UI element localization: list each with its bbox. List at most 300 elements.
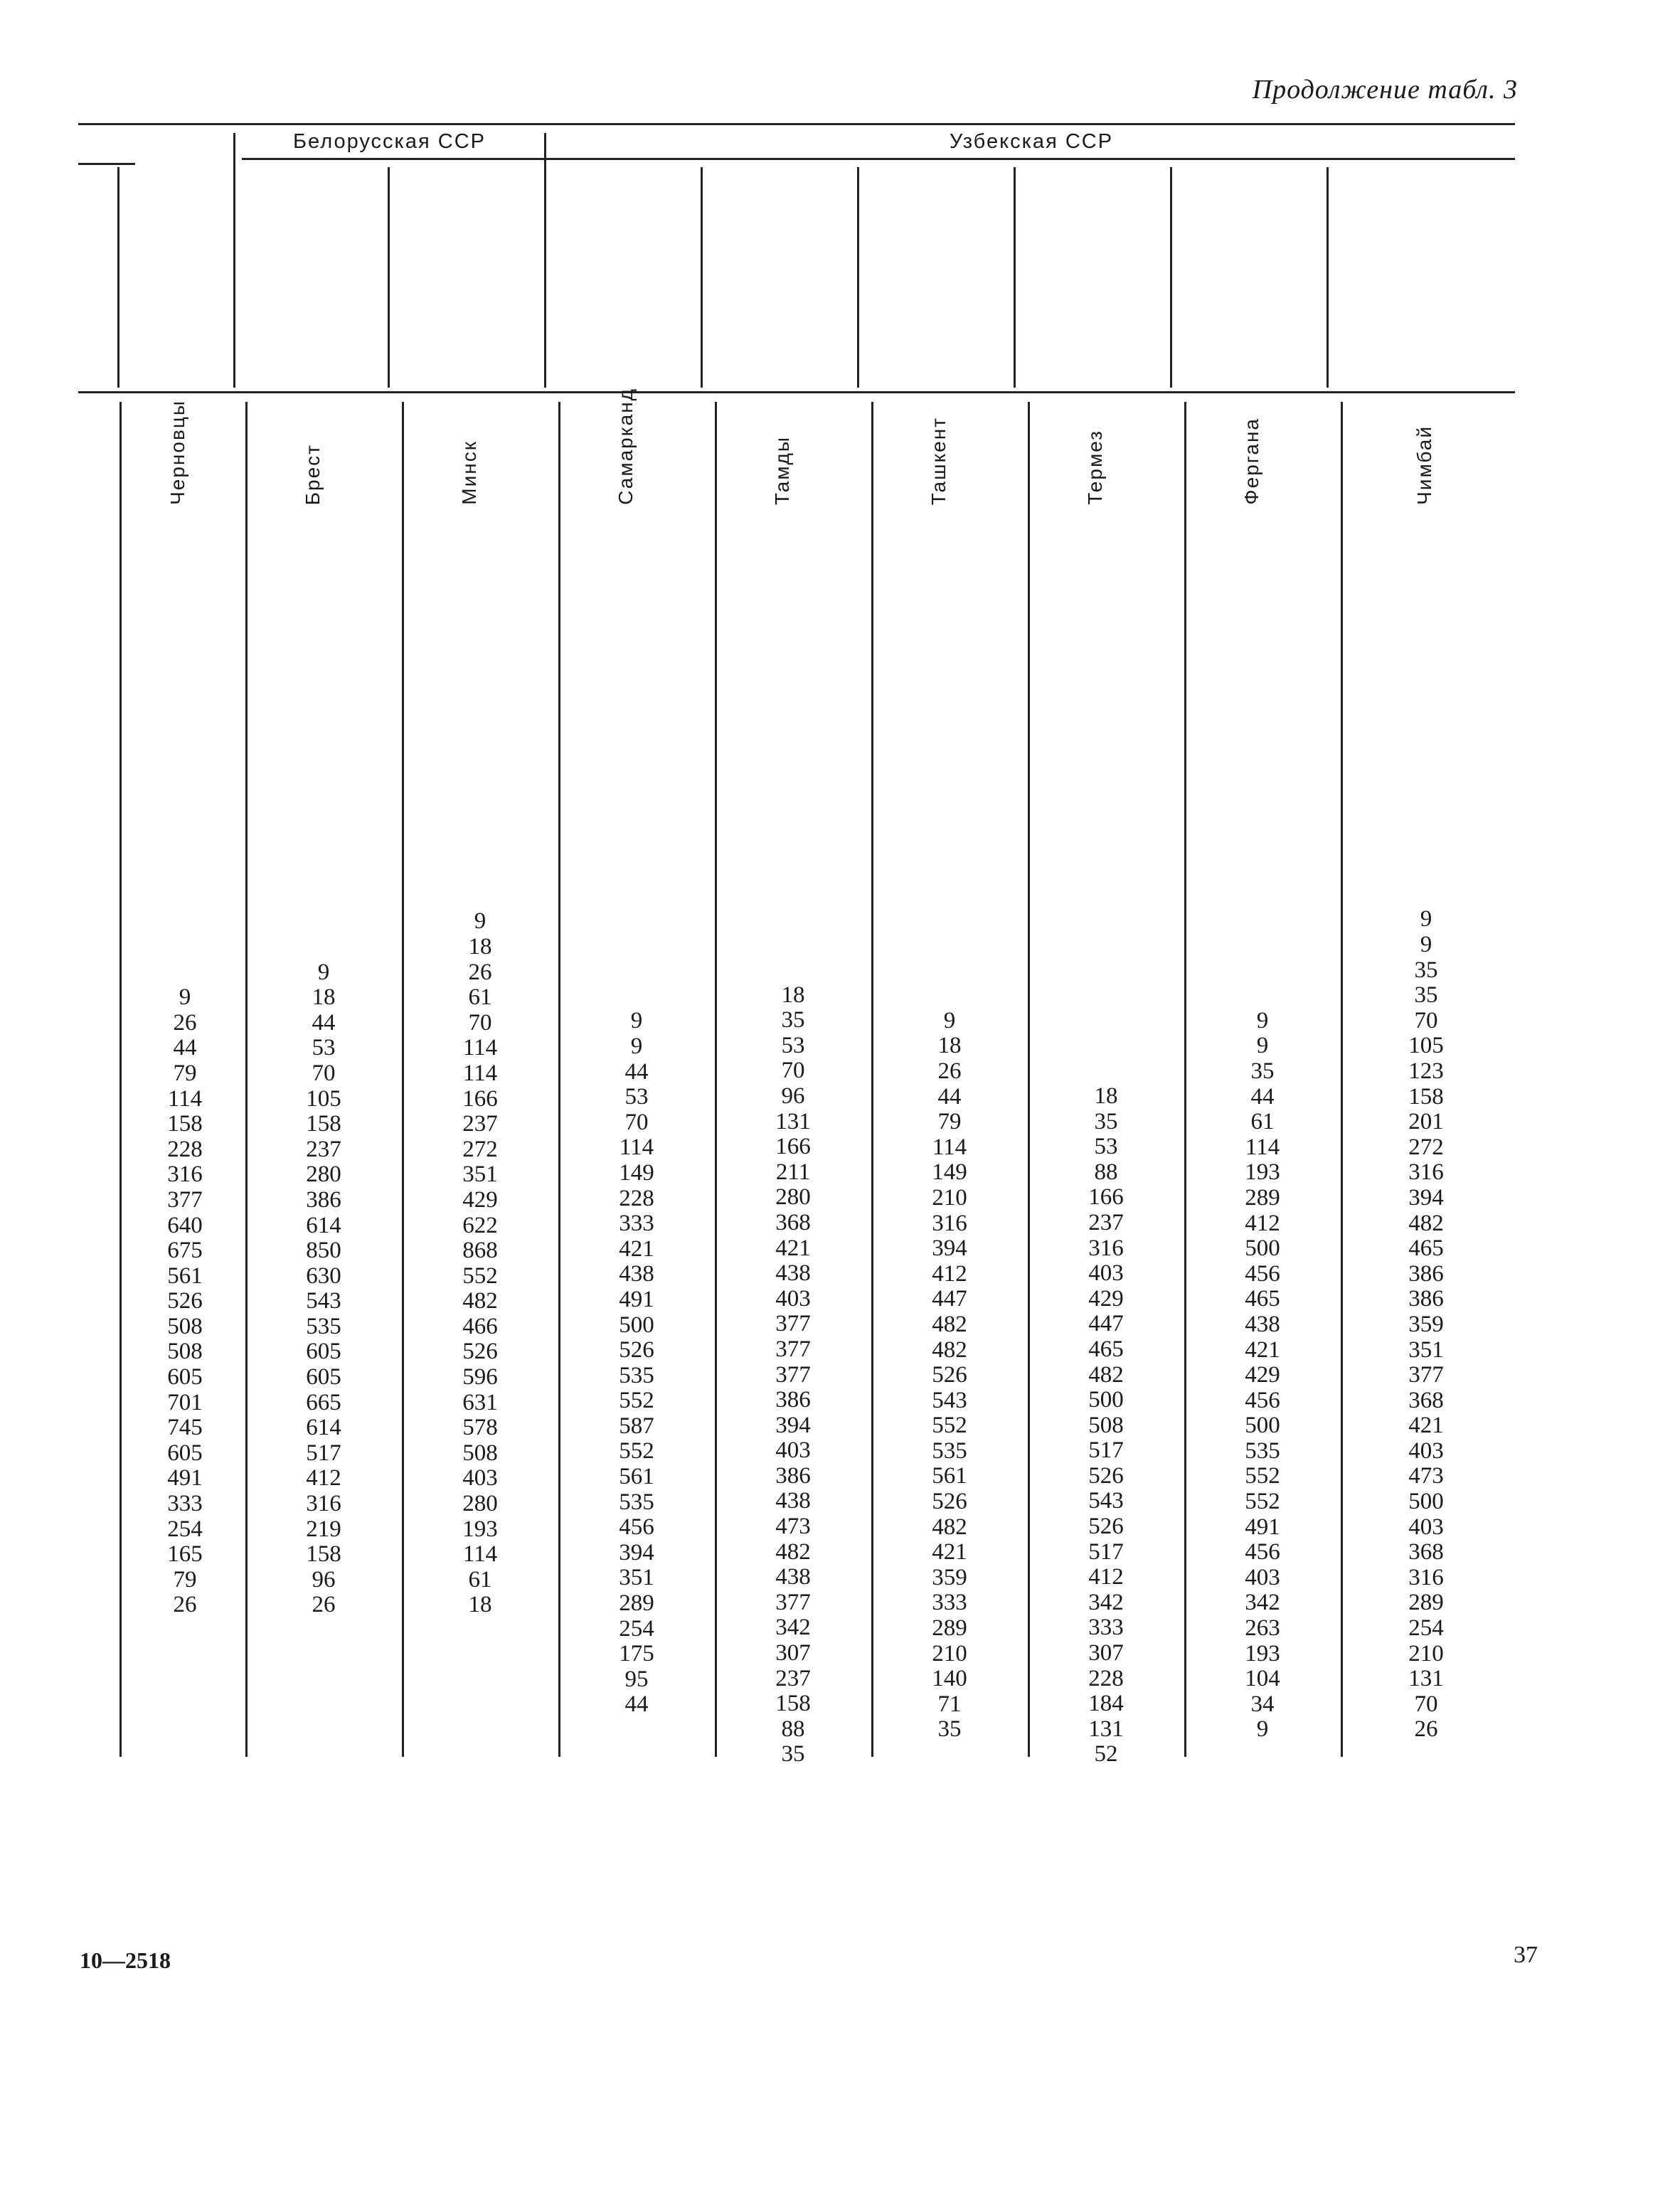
table-cell: 377: [775, 1311, 811, 1337]
table-continuation-caption: Продолжение табл. 3: [1252, 75, 1518, 105]
table-cell: 526: [932, 1489, 967, 1515]
table-cell: 561: [932, 1463, 967, 1489]
table-cell: 61: [1250, 1109, 1275, 1135]
table-cell: 394: [775, 1412, 811, 1438]
table-cell: 552: [1245, 1489, 1280, 1515]
column-header-samarkand: [551, 285, 701, 505]
table-cell: 44: [624, 1691, 649, 1718]
column-header-label: Брест: [302, 443, 324, 505]
table-cell: 526: [167, 1288, 203, 1314]
table-cell: 237: [462, 1111, 498, 1137]
radiation-table: [78, 117, 1515, 1767]
column-header-tashkent: [864, 285, 1014, 505]
table-cell: 517: [1088, 1538, 1124, 1565]
table-cell: 35: [1414, 957, 1438, 983]
table-cell: 175: [619, 1641, 654, 1667]
table-cell: 26: [937, 1058, 962, 1084]
table-cell: 272: [1408, 1134, 1444, 1160]
table-cell: 447: [932, 1286, 967, 1312]
table-cell: 421: [775, 1235, 811, 1261]
table-cell: 263: [1245, 1615, 1280, 1642]
table-cell: 403: [1088, 1260, 1124, 1287]
table-cell: 543: [1088, 1488, 1124, 1514]
table-cell: 333: [619, 1211, 654, 1237]
table-cell: 70: [312, 1060, 336, 1086]
table-cell: 342: [1245, 1590, 1280, 1616]
table-cell: 543: [932, 1387, 967, 1413]
body-divider: [871, 402, 873, 1757]
table-cell: 605: [167, 1440, 203, 1466]
table-cell: 429: [1245, 1362, 1280, 1388]
table-cell: 605: [306, 1364, 341, 1391]
table-cell: 665: [306, 1389, 341, 1415]
document-code: 10—2518: [80, 1947, 171, 1973]
table-cell: 394: [1408, 1184, 1444, 1211]
table-cell: 596: [462, 1364, 498, 1391]
table-cell: 850: [306, 1238, 341, 1264]
table-cell: 35: [781, 1007, 805, 1033]
table-cell: 377: [1408, 1362, 1444, 1388]
table-cell: 412: [306, 1465, 341, 1492]
table-cell: 745: [167, 1415, 203, 1441]
table-cell: 630: [306, 1262, 341, 1289]
table-cell: 394: [932, 1235, 967, 1262]
column-header-minsk: [395, 285, 544, 505]
table-cell: 394: [619, 1539, 654, 1565]
table-cell: 482: [1408, 1210, 1444, 1236]
table-cell: 280: [775, 1184, 811, 1211]
table-cell: 219: [306, 1516, 341, 1542]
table-cell: 105: [1408, 1033, 1444, 1059]
table-cell: 351: [1408, 1336, 1444, 1363]
table-cell: 386: [1408, 1286, 1444, 1312]
table-cell: 614: [306, 1212, 341, 1238]
table-cell: 254: [619, 1615, 654, 1642]
column-header-label: Термез: [1084, 430, 1106, 505]
table-cell: 482: [775, 1538, 811, 1565]
header-divider: [233, 133, 235, 388]
table-cell: 165: [167, 1541, 203, 1568]
table-cell: 289: [932, 1615, 967, 1642]
table-cell: 35: [937, 1716, 962, 1743]
table-cell: 675: [167, 1238, 203, 1264]
table-cell: 526: [462, 1339, 498, 1365]
table-cell: 211: [775, 1159, 811, 1185]
column-header-label: Тамды: [771, 435, 793, 505]
table-cell: 333: [167, 1491, 203, 1517]
table-cell: 26: [173, 1592, 197, 1618]
table-cell: 149: [932, 1159, 967, 1186]
table-cell: 158: [1408, 1083, 1444, 1110]
table-cell: 386: [775, 1387, 811, 1413]
table-cell: 9: [317, 959, 330, 985]
table-cell: 228: [1088, 1665, 1124, 1691]
table-cell: 9: [179, 984, 191, 1011]
table-cell: 44: [173, 1035, 197, 1061]
table-cell: 18: [312, 984, 336, 1011]
table-cell: 368: [1408, 1539, 1444, 1565]
table-cell: 18: [1094, 1083, 1118, 1109]
column-data: [281, 960, 366, 1618]
table-cell: 465: [1088, 1336, 1124, 1362]
table-cell: 105: [306, 1085, 341, 1112]
table-cell: 552: [932, 1413, 967, 1439]
table-cell: 359: [1408, 1311, 1444, 1337]
table-cell: 88: [781, 1716, 805, 1742]
column-header-brest: [238, 285, 388, 505]
table-cell: 53: [312, 1035, 336, 1061]
table-cell: 482: [1088, 1361, 1124, 1388]
table-cell: 280: [306, 1161, 341, 1188]
table-cell: 491: [1245, 1514, 1280, 1540]
table-cell: 71: [937, 1691, 962, 1717]
body-divider: [1028, 402, 1030, 1757]
body-divider: [402, 402, 404, 1757]
body-divider: [119, 402, 122, 1757]
table-cell: 104: [1245, 1666, 1280, 1692]
table-cell: 44: [1250, 1083, 1275, 1110]
table-cell: 368: [1408, 1387, 1444, 1413]
table-cell: 114: [167, 1085, 203, 1112]
table-cell: 456: [619, 1514, 654, 1541]
table-cell: 438: [775, 1488, 811, 1514]
table-cell: 535: [1245, 1437, 1280, 1464]
table-cell: 412: [932, 1260, 967, 1287]
group-label-belarus: Белорусская ССР: [293, 130, 486, 153]
table-cell: 359: [932, 1564, 967, 1590]
table-cell: 254: [1408, 1615, 1444, 1642]
table-cell: 201: [1408, 1109, 1444, 1135]
table-cell: 482: [932, 1311, 967, 1337]
table-cell: 18: [468, 933, 492, 959]
table-cell: 508: [167, 1313, 203, 1339]
table-cell: 53: [781, 1032, 805, 1058]
table-cell: 61: [468, 984, 492, 1011]
header-divider: [1170, 167, 1172, 388]
table-cell: 237: [775, 1665, 811, 1691]
column-header-label: Самарканд: [615, 388, 637, 505]
table-cell: 9: [943, 1007, 956, 1033]
table-cell: 316: [1408, 1159, 1444, 1186]
table-cell: 26: [1414, 1716, 1438, 1743]
table-cell: 482: [932, 1514, 967, 1540]
table-cell: 307: [775, 1640, 811, 1666]
table-cell: 465: [1408, 1235, 1444, 1262]
column-data: [750, 983, 836, 1767]
table-cell: 316: [306, 1491, 341, 1517]
table-cell: 193: [1245, 1640, 1280, 1666]
column-header-label: Чимбай: [1413, 425, 1435, 505]
table-cell: 289: [1408, 1590, 1444, 1616]
table-cell: 500: [1245, 1235, 1280, 1262]
column-header-termez: [1021, 285, 1170, 505]
column-header-chernovtsy: [128, 285, 228, 505]
header-divider: [1327, 167, 1329, 388]
table-cell: 456: [1245, 1260, 1280, 1287]
table-cell: 9: [1256, 1716, 1269, 1743]
group-header-rule-left: [78, 163, 135, 165]
table-cell: 114: [462, 1060, 498, 1086]
column-data: [907, 1009, 992, 1743]
table-cell: 438: [775, 1260, 811, 1287]
table-cell: 561: [619, 1464, 654, 1490]
table-cell: 158: [306, 1111, 341, 1137]
table-cell: 61: [468, 1566, 492, 1593]
header-divider: [117, 167, 119, 388]
table-cell: 552: [619, 1388, 654, 1414]
table-cell: 254: [167, 1516, 203, 1542]
table-cell: 26: [312, 1592, 336, 1618]
table-cell: 500: [619, 1312, 654, 1338]
table-cell: 491: [619, 1286, 654, 1312]
table-cell: 210: [1408, 1640, 1444, 1666]
table-cell: 53: [624, 1084, 649, 1110]
table-cell: 412: [1245, 1210, 1280, 1236]
table-cell: 26: [173, 1009, 197, 1036]
table-cell: 96: [781, 1083, 805, 1109]
table-cell: 114: [619, 1134, 654, 1161]
table-cell: 403: [462, 1465, 498, 1492]
table-cell: 166: [775, 1134, 811, 1160]
table-cell: 79: [173, 1566, 197, 1593]
table-cell: 131: [1088, 1716, 1124, 1742]
table-cell: 342: [1088, 1589, 1124, 1615]
table-cell: 403: [1408, 1514, 1444, 1540]
table-cell: 631: [462, 1389, 498, 1415]
table-cell: 193: [1245, 1159, 1280, 1186]
table-cell: 9: [630, 1033, 643, 1059]
table-cell: 114: [462, 1035, 498, 1061]
table-cell: 543: [306, 1288, 341, 1314]
table-cell: 26: [468, 959, 492, 985]
table-cell: 9: [474, 908, 487, 935]
table-cell: 18: [468, 1592, 492, 1618]
table-cell: 614: [306, 1415, 341, 1441]
table-cell: 508: [462, 1440, 498, 1466]
table-cell: 552: [619, 1438, 654, 1464]
table-cell: 289: [619, 1590, 654, 1617]
group-header-rule: [242, 158, 1515, 160]
table-cell: 473: [1408, 1463, 1444, 1489]
table-cell: 9: [1420, 906, 1432, 932]
group-label-uzbek: Узбекская ССР: [949, 130, 1114, 153]
column-header-chimbay: [1334, 285, 1515, 505]
table-cell: 377: [775, 1336, 811, 1362]
table-cell: 508: [1088, 1412, 1124, 1438]
table-cell: 307: [1088, 1640, 1124, 1666]
table-cell: 237: [306, 1136, 341, 1162]
column-data: [594, 1009, 679, 1718]
table-cell: 351: [462, 1161, 498, 1188]
table-cell: 466: [462, 1313, 498, 1339]
column-header-label: Ташкент: [927, 416, 950, 505]
table-cell: 114: [1245, 1134, 1280, 1160]
table-cell: 9: [1256, 1033, 1269, 1059]
table-cell: 158: [775, 1691, 811, 1717]
table-cell: 44: [624, 1058, 649, 1085]
table-cell: 517: [306, 1440, 341, 1466]
table-cell: 166: [1088, 1184, 1124, 1211]
table-cell: 9: [1420, 932, 1432, 957]
table-cell: 210: [932, 1184, 967, 1211]
table-cell: 158: [167, 1111, 203, 1137]
column-data: [1380, 907, 1472, 1743]
table-cell: 552: [462, 1262, 498, 1289]
table-cell: 228: [167, 1136, 203, 1162]
table-cell: 44: [937, 1083, 962, 1110]
table-cell: 429: [1088, 1285, 1124, 1312]
table-cell: 482: [462, 1288, 498, 1314]
column-header-tamdy: [708, 285, 857, 505]
column-header-label: Минск: [458, 440, 480, 505]
table-cell: 210: [932, 1640, 967, 1666]
table-cell: 500: [1088, 1387, 1124, 1413]
table-cell: 166: [462, 1085, 498, 1112]
header-divider: [1014, 167, 1016, 388]
table-cell: 280: [462, 1491, 498, 1517]
table-cell: 526: [932, 1362, 967, 1388]
column-header-label: Фергана: [1240, 418, 1262, 505]
table-cell: 535: [932, 1437, 967, 1464]
table-cell: 88: [1094, 1159, 1118, 1185]
header-divider: [701, 167, 703, 388]
table-cell: 587: [619, 1413, 654, 1439]
table-cell: 114: [462, 1541, 498, 1568]
table-cell: 421: [932, 1539, 967, 1565]
table-cell: 421: [1245, 1336, 1280, 1363]
table-cell: 9: [1256, 1007, 1269, 1033]
table-cell: 500: [1245, 1413, 1280, 1439]
table-cell: 18: [781, 982, 805, 1008]
table-cell: 526: [619, 1337, 654, 1363]
table-cell: 79: [937, 1109, 962, 1135]
table-cell: 316: [1088, 1235, 1124, 1261]
table-cell: 482: [932, 1336, 967, 1363]
table-cell: 526: [1088, 1514, 1124, 1540]
table-cell: 508: [167, 1339, 203, 1365]
table-cell: 193: [462, 1516, 498, 1542]
table-cell: 70: [781, 1058, 805, 1084]
table-cell: 272: [462, 1136, 498, 1162]
table-cell: 9: [630, 1008, 643, 1034]
table-cell: 35: [1094, 1108, 1118, 1134]
table-cell: 403: [1408, 1437, 1444, 1464]
column-data: [142, 985, 228, 1618]
table-cell: 237: [1088, 1209, 1124, 1235]
table-cell: 403: [775, 1437, 811, 1464]
table-cell: 456: [1245, 1539, 1280, 1565]
table-cell: 412: [1088, 1564, 1124, 1590]
table-cell: 500: [1408, 1489, 1444, 1515]
table-cell: 386: [306, 1186, 341, 1213]
table-cell: 403: [775, 1285, 811, 1312]
table-cell: 561: [167, 1262, 203, 1289]
table-cell: 316: [167, 1161, 203, 1188]
column-data: [1063, 1084, 1149, 1767]
table-cell: 123: [1408, 1058, 1444, 1084]
table-cell: 70: [468, 1009, 492, 1036]
column-header-label: Черновцы: [166, 400, 188, 505]
header-divider: [388, 167, 390, 388]
table-cell: 377: [775, 1361, 811, 1388]
body-divider: [715, 402, 717, 1757]
table-cell: 421: [1408, 1413, 1444, 1439]
page-number: 37: [1514, 1942, 1538, 1968]
table-cell: 535: [619, 1489, 654, 1515]
table-cell: 535: [306, 1313, 341, 1339]
table-cell: 622: [462, 1212, 498, 1238]
table-cell: 473: [775, 1514, 811, 1540]
body-divider: [558, 402, 560, 1757]
table-cell: 333: [1088, 1615, 1124, 1641]
table-cell: 351: [619, 1565, 654, 1591]
table-cell: 701: [167, 1389, 203, 1415]
header-divider: [857, 167, 859, 388]
table-cell: 316: [932, 1210, 967, 1236]
table-cell: 465: [1245, 1286, 1280, 1312]
table-cell: 578: [462, 1415, 498, 1441]
table-cell: 35: [781, 1741, 805, 1767]
table-cell: 35: [1414, 982, 1438, 1009]
body-divider: [1184, 402, 1186, 1757]
table-cell: 386: [775, 1462, 811, 1489]
table-cell: 429: [462, 1186, 498, 1213]
table-cell: 605: [306, 1339, 341, 1365]
table-cell: 421: [619, 1235, 654, 1262]
table-cell: 368: [775, 1209, 811, 1235]
table-cell: 447: [1088, 1311, 1124, 1337]
table-cell: 140: [932, 1666, 967, 1692]
table-cell: 184: [1088, 1691, 1124, 1717]
header-divider: [544, 133, 546, 388]
table-cell: 18: [937, 1033, 962, 1059]
table-cell: 438: [1245, 1311, 1280, 1337]
table-cell: 52: [1094, 1741, 1118, 1767]
column-data: [1220, 1009, 1305, 1743]
table-cell: 70: [624, 1109, 649, 1135]
table-cell: 491: [167, 1465, 203, 1492]
table-cell: 342: [775, 1615, 811, 1641]
table-cell: 131: [1408, 1666, 1444, 1692]
column-data: [437, 909, 523, 1618]
table-cell: 333: [932, 1590, 967, 1616]
table-cell: 403: [1245, 1564, 1280, 1590]
table-cell: 377: [775, 1589, 811, 1615]
table-cell: 377: [167, 1186, 203, 1213]
table-cell: 44: [312, 1009, 336, 1036]
table-cell: 438: [775, 1564, 811, 1590]
table-cell: 131: [775, 1108, 811, 1134]
table-cell: 640: [167, 1212, 203, 1238]
table-cell: 149: [619, 1159, 654, 1186]
table-cell: 228: [619, 1185, 654, 1211]
table-cell: 158: [306, 1541, 341, 1568]
table-cell: 517: [1088, 1437, 1124, 1464]
table-cell: 526: [1088, 1462, 1124, 1489]
table-cell: 386: [1408, 1260, 1444, 1287]
table-cell: 70: [1414, 1691, 1438, 1717]
table-cell: 316: [1408, 1564, 1444, 1590]
table-cell: 868: [462, 1238, 498, 1264]
table-cell: 35: [1250, 1058, 1275, 1084]
table-cell: 605: [167, 1364, 203, 1391]
table-cell: 96: [312, 1566, 336, 1593]
table-cell: 438: [619, 1261, 654, 1287]
table-cell: 34: [1250, 1691, 1275, 1717]
body-divider: [245, 402, 248, 1757]
table-cell: 70: [1414, 1007, 1438, 1033]
table-cell: 535: [619, 1362, 654, 1388]
